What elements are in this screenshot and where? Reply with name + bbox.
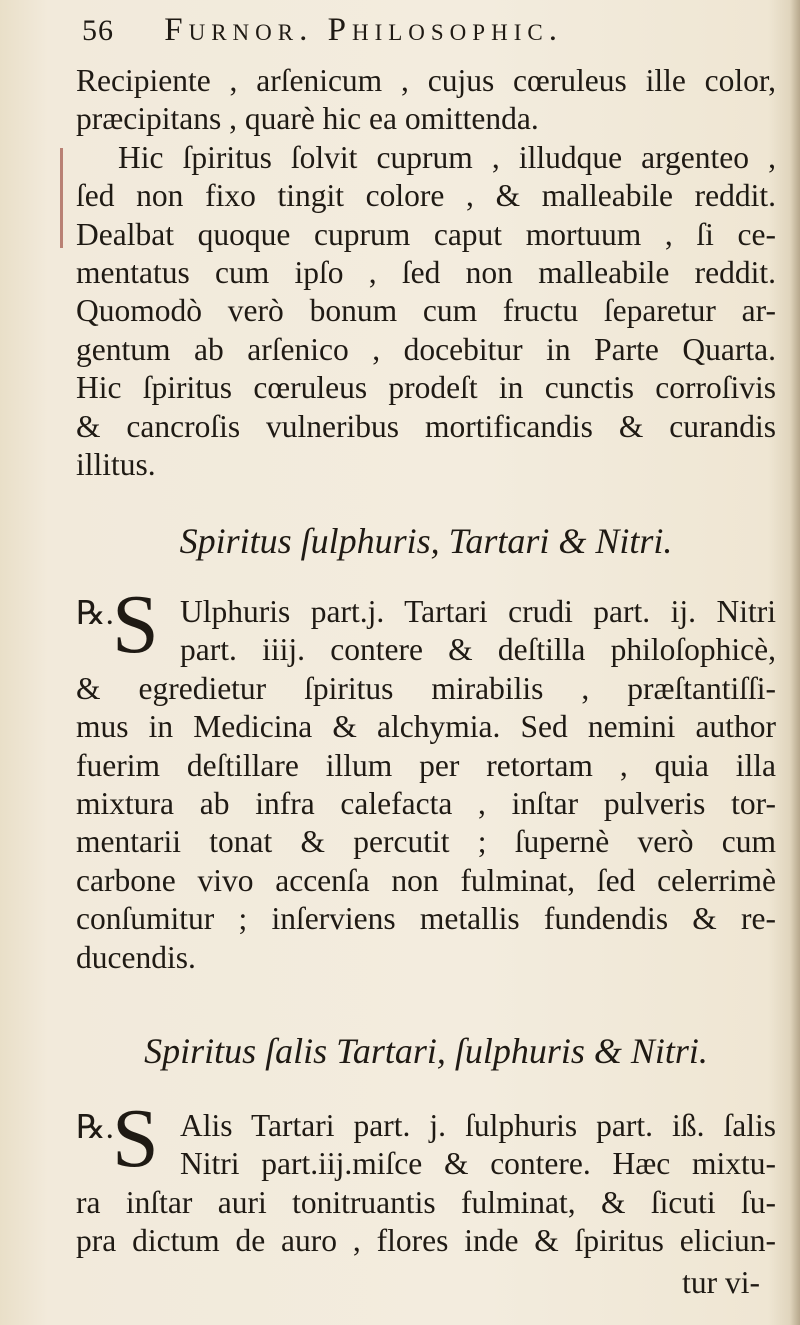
text-line: part. iiij. contere & deſtilla philoſophicè, — [180, 632, 776, 668]
text-line: mentarii tonat & percutit ; ſupernè verò cum — [76, 824, 776, 860]
section-1-body — [76, 593, 776, 977]
section-2-body — [76, 1107, 776, 1261]
recipe-symbol: ℞. — [76, 596, 114, 632]
text-line: Hic ſpiritus ſolvit cuprum , illudque argenteo , — [118, 139, 776, 175]
text-line: & egredietur ſpiritus mirabilis , præſtantiſſi- — [76, 670, 776, 706]
text-line: mus in Medicina & alchymia. Sed nemini author — [76, 709, 776, 745]
paragraph-1 — [76, 62, 776, 484]
text-line: Alis Tartari part. j. ſulphuris part. iß. ſalis — [180, 1108, 776, 1143]
text-line: Ulphuris part.j. Tartari crudi part. ij. Nitri — [180, 594, 776, 629]
section-title: Spiritus ſalis Tartari, ſulphuris & Nitri. — [144, 1031, 708, 1071]
text-line: ducendis. — [76, 939, 196, 975]
drop-cap: S — [112, 578, 159, 671]
text-line: illitus. — [76, 447, 156, 483]
text-line: Recipiente , arſenicum , cujus cœruleus ille color, — [76, 63, 776, 98]
text-line: fuerim deſtillare illum per retortam , quia illa — [76, 747, 776, 783]
text-line: gentum ab arſenico , docebitur in Parte Quarta. — [76, 331, 776, 367]
text-line: mentatus cum ipſo , ſed non malleabile reddit. — [76, 255, 776, 291]
text-line: ra inſtar auri tonitruantis fulminat, & ſicuti ſu- — [76, 1184, 776, 1220]
text-line: mixtura ab infra calefacta , inſtar pulveris tor- — [76, 786, 776, 822]
recipe-symbol: ℞. — [76, 1110, 114, 1146]
text-line: præcipitans , quarè hic ea omittenda. — [76, 101, 539, 137]
margin-marking — [60, 148, 63, 248]
running-head: Furnor. Philosophic. — [164, 12, 563, 48]
text-line: carbone vivo accenſa non fulminat, ſed celerrimè — [76, 862, 776, 898]
drop-cap: S — [112, 1092, 159, 1185]
text-line: Nitri part.iij.miſce & contere. Hæc mixtu- — [180, 1146, 776, 1182]
text-line: ſed non fixo tingit colore , & malleabile reddit. — [76, 178, 776, 214]
text-line: conſumitur ; inſerviens metallis fundendis & re- — [76, 901, 776, 937]
text-line: pra dictum de auro , flores inde & ſpiritus eliciun- — [76, 1223, 776, 1259]
page-header — [82, 12, 782, 58]
text-line: & cancroſis vulneribus mortificandis & curandis — [76, 408, 776, 444]
text-line: Dealbat quoque cuprum caput mortuum , ſi ce- — [76, 216, 776, 252]
text-line: Hic ſpiritus cœruleus prodeſt in cunctis corroſivis — [76, 370, 776, 406]
section-title: Spiritus ſulphuris, Tartari & Nitri. — [179, 521, 673, 561]
catchword: tur vi- — [682, 1265, 760, 1300]
page-edge — [790, 0, 800, 1325]
text-line: Quomodò verò bonum cum fructu ſeparetur ar- — [76, 293, 776, 329]
page-number: 56 — [82, 14, 114, 47]
